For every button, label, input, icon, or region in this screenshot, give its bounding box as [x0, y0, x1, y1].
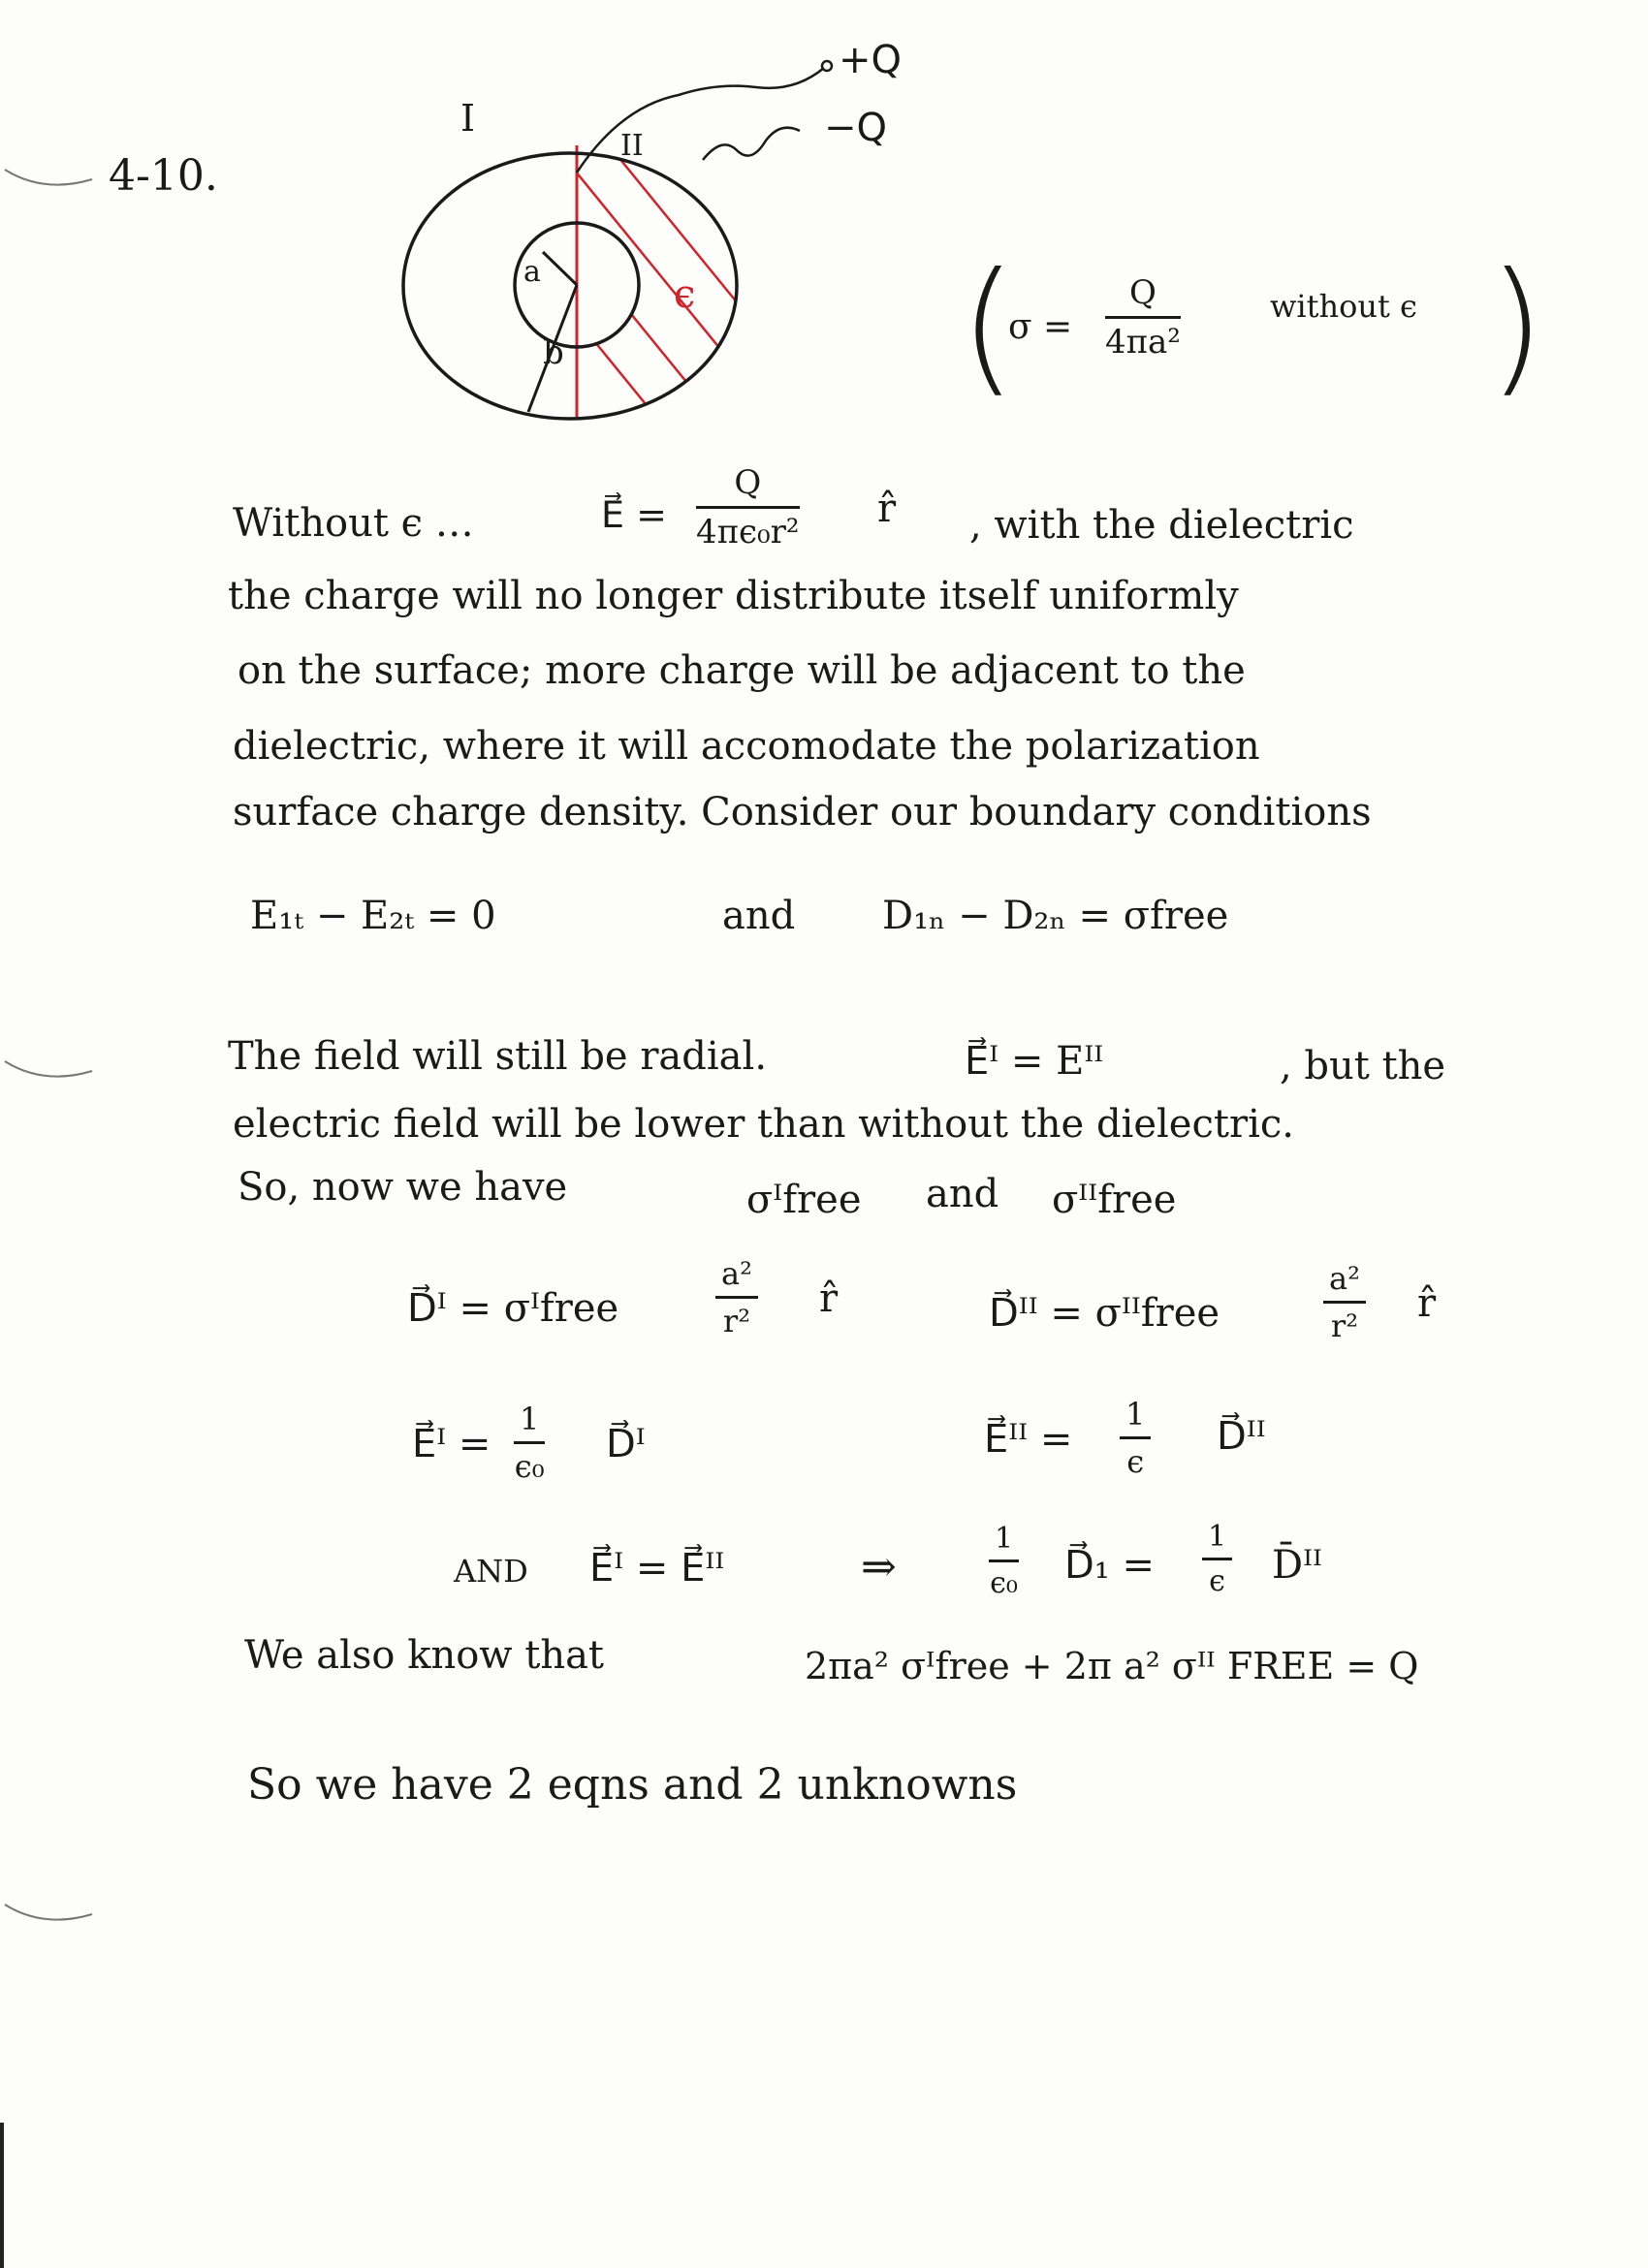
and-equation: E⃗ᴵ = E⃗ᴵᴵ: [589, 1546, 725, 1591]
d2-denominator: r²: [1330, 1307, 1359, 1344]
conclusion: So we have 2 eqns and 2 unknowns: [247, 1760, 1018, 1810]
d2-fraction: [1323, 1260, 1366, 1344]
para2-line2: electric field will be lower than without the dielectric.: [233, 1102, 1294, 1147]
para1-line: dielectric, where it will accomodate the polarization: [233, 724, 1260, 769]
boundary-and: and: [722, 894, 796, 938]
binder-hole-mark: [0, 155, 107, 213]
sigma-denominator: 4πa²: [1105, 323, 1181, 362]
e1-numerator: 1: [514, 1401, 545, 1444]
para2-line1b: E⃗ᴵ = Eᴵᴵ: [965, 1039, 1104, 1084]
imp-denominator-2: ϵ: [1209, 1564, 1225, 1598]
sphere-diagram: [368, 38, 950, 446]
region-i-label: I: [460, 97, 476, 140]
page-edge-mark: [0, 2123, 4, 2268]
implies-fraction-2: [1202, 1520, 1232, 1598]
imp-numerator-2: 1: [1202, 1520, 1232, 1560]
implies-arrow: ⇒: [861, 1542, 897, 1591]
minus-q-wire: [703, 128, 800, 160]
para2-line3c: and: [926, 1172, 999, 1216]
plus-q-terminal: [822, 61, 832, 71]
imp-denominator-1: ϵ₀: [990, 1566, 1018, 1600]
label-a: a: [523, 255, 541, 289]
e1-fraction: [514, 1401, 545, 1485]
label-epsilon: ϵ: [674, 272, 696, 317]
sigma-right-paren: ): [1488, 242, 1545, 411]
minus-q-label: −Q: [824, 106, 887, 150]
line1-tail: , with the dielectric: [969, 503, 1354, 548]
line1-e-lhs: E⃗ =: [601, 493, 667, 536]
line1-numerator: Q: [696, 463, 800, 509]
para1-line: surface charge density. Consider our boundary conditions: [233, 790, 1372, 835]
line1-denominator: 4πϵ₀r²: [696, 513, 800, 551]
sigma-note: without ϵ: [1270, 288, 1417, 325]
d2-lhs: D⃗ᴵᴵ = σᴵᴵfree: [989, 1291, 1220, 1336]
sigma-numerator: Q: [1105, 273, 1181, 319]
implies-mid-2: D̄ᴵᴵ: [1272, 1543, 1322, 1588]
region-ii-label: II: [620, 129, 644, 163]
para1-line: on the surface; more charge will be adjacent to the: [238, 648, 1246, 693]
implies-mid-1: D⃗₁ =: [1064, 1543, 1156, 1588]
line1-lead: Without ϵ …: [233, 501, 474, 546]
sigma-left-paren: (: [960, 242, 1017, 411]
d2-numerator: a²: [1323, 1260, 1366, 1304]
e1-lhs: E⃗ᴵ =: [412, 1422, 491, 1466]
e2-denominator: ϵ: [1126, 1443, 1145, 1480]
d1-numerator: a²: [715, 1255, 758, 1299]
know-expr: 2πa² σᴵfree + 2π a² σᴵᴵ FREE = Q: [805, 1645, 1419, 1687]
d1-denominator: r²: [722, 1303, 751, 1339]
e2-lhs: E⃗ᴵᴵ =: [984, 1417, 1073, 1462]
e2-fraction: [1120, 1396, 1151, 1480]
line1-fraction: [696, 463, 800, 551]
problem-number: 4-10.: [109, 151, 218, 201]
para2-line3a: So, now we have: [238, 1165, 568, 1210]
radius-a: [543, 252, 577, 285]
para2-line1c: , but the: [1280, 1044, 1446, 1088]
label-b: b: [543, 333, 564, 372]
sigma-fraction: [1105, 273, 1181, 362]
imp-numerator-1: 1: [989, 1522, 1019, 1562]
para2-line1a: The field will still be radial.: [228, 1034, 768, 1079]
line1-rhat: r̂: [877, 487, 897, 531]
para2-line3d: σᴵᴵfree: [1052, 1178, 1177, 1222]
d1-rhat: r̂: [819, 1276, 839, 1321]
e1-denominator: ϵ₀: [514, 1448, 545, 1485]
sigma-lhs: σ =: [1008, 307, 1073, 347]
d1-fraction: [715, 1255, 758, 1339]
e1-rhs: D⃗ᴵ: [606, 1422, 646, 1466]
and-label: AND: [454, 1553, 528, 1590]
know-lead: We also know that: [244, 1633, 604, 1678]
boundary-right: D₁ₙ − D₂ₙ = σfree: [882, 894, 1229, 938]
d1-lhs: D⃗ᴵ = σᴵfree: [407, 1286, 619, 1331]
para2-line3b: σᴵfree: [746, 1178, 862, 1222]
plus-q-label: +Q: [839, 38, 902, 82]
d2-rhat: r̂: [1417, 1281, 1437, 1326]
e2-rhs: D⃗ᴵᴵ: [1217, 1414, 1266, 1459]
binder-hole-mark: [0, 1047, 107, 1105]
implies-fraction-1: [989, 1522, 1019, 1600]
para1-line: the charge will no longer distribute itself uniformly: [228, 574, 1239, 618]
e2-numerator: 1: [1120, 1396, 1151, 1439]
binder-hole-mark: [0, 1890, 107, 1948]
boundary-left: E₁ₜ − E₂ₜ = 0: [250, 894, 496, 938]
